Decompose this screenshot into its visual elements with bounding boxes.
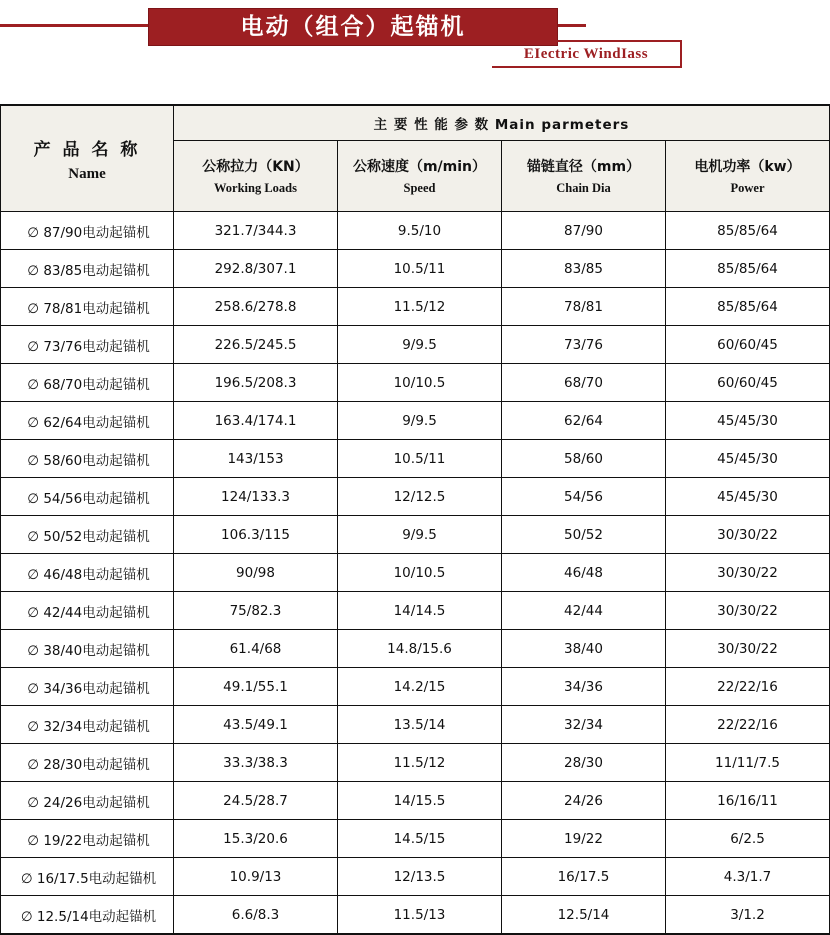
page-title-cn: 电动（组合）起锚机 <box>240 14 466 40</box>
spec-table <box>0 104 830 935</box>
cell-speed: 10.5/11 <box>338 250 502 288</box>
spec-table-container <box>0 104 830 935</box>
cell-name: ∅ 38/40电动起锚机 <box>1 630 174 668</box>
cell-name: ∅ 62/64电动起锚机 <box>1 402 174 440</box>
cell-name: ∅ 32/34电动起锚机 <box>1 706 174 744</box>
cell-working-loads: 90/98 <box>174 554 338 592</box>
cell-chain-dia: 50/52 <box>502 516 666 554</box>
cell-speed: 10/10.5 <box>338 364 502 402</box>
table-row <box>1 744 830 782</box>
cell-power: 60/60/45 <box>666 364 830 402</box>
cell-speed: 10.5/11 <box>338 440 502 478</box>
cell-working-loads: 10.9/13 <box>174 858 338 896</box>
cell-chain-dia: 42/44 <box>502 592 666 630</box>
table-row <box>1 364 830 402</box>
cell-name: ∅ 73/76电动起锚机 <box>1 326 174 364</box>
cell-name: ∅ 58/60电动起锚机 <box>1 440 174 478</box>
banner-rule-left <box>0 24 150 27</box>
cell-speed: 14/14.5 <box>338 592 502 630</box>
table-row <box>1 858 830 896</box>
cell-chain-dia: 24/26 <box>502 782 666 820</box>
column-header-chain-dia-cn: 锚链直径（mm） <box>526 159 641 175</box>
cell-power: 30/30/22 <box>666 516 830 554</box>
cell-chain-dia: 19/22 <box>502 820 666 858</box>
table-row <box>1 250 830 288</box>
table-row <box>1 478 830 516</box>
cell-chain-dia: 34/36 <box>502 668 666 706</box>
cell-power: 6/2.5 <box>666 820 830 858</box>
cell-working-loads: 258.6/278.8 <box>174 288 338 326</box>
cell-name: ∅ 42/44电动起锚机 <box>1 592 174 630</box>
cell-working-loads: 49.1/55.1 <box>174 668 338 706</box>
cell-name: ∅ 34/36电动起锚机 <box>1 668 174 706</box>
table-row <box>1 440 830 478</box>
table-row <box>1 326 830 364</box>
cell-chain-dia: 58/60 <box>502 440 666 478</box>
cell-working-loads: 226.5/245.5 <box>174 326 338 364</box>
cell-working-loads: 15.3/20.6 <box>174 820 338 858</box>
cell-working-loads: 106.3/115 <box>174 516 338 554</box>
cell-speed: 11.5/12 <box>338 744 502 782</box>
cell-power: 45/45/30 <box>666 440 830 478</box>
cell-speed: 11.5/13 <box>338 896 502 935</box>
cell-power: 45/45/30 <box>666 402 830 440</box>
cell-speed: 14.5/15 <box>338 820 502 858</box>
column-header-name-cn: 产 品 名 称 <box>33 139 141 160</box>
table-row <box>1 516 830 554</box>
cell-name: ∅ 68/70电动起锚机 <box>1 364 174 402</box>
table-row <box>1 782 830 820</box>
table-row <box>1 212 830 250</box>
cell-speed: 11.5/12 <box>338 288 502 326</box>
cell-working-loads: 75/82.3 <box>174 592 338 630</box>
table-row <box>1 630 830 668</box>
column-header-power-cn: 电机功率（kw） <box>694 159 801 175</box>
cell-speed: 12/13.5 <box>338 858 502 896</box>
cell-working-loads: 163.4/174.1 <box>174 402 338 440</box>
cell-speed: 14.8/15.6 <box>338 630 502 668</box>
column-header-name-en: Name <box>68 165 106 182</box>
cell-chain-dia: 28/30 <box>502 744 666 782</box>
cell-chain-dia: 68/70 <box>502 364 666 402</box>
column-header-speed-en: Speed <box>403 181 436 195</box>
cell-power: 16/16/11 <box>666 782 830 820</box>
cell-chain-dia: 83/85 <box>502 250 666 288</box>
cell-name: ∅ 19/22电动起锚机 <box>1 820 174 858</box>
table-row <box>1 402 830 440</box>
column-header-working-loads-cn: 公称拉力（KN） <box>202 159 309 175</box>
cell-speed: 9.5/10 <box>338 212 502 250</box>
cell-working-loads: 124/133.3 <box>174 478 338 516</box>
cell-working-loads: 33.3/38.3 <box>174 744 338 782</box>
banner-rule-right <box>556 24 586 27</box>
cell-chain-dia: 32/34 <box>502 706 666 744</box>
cell-working-loads: 143/153 <box>174 440 338 478</box>
cell-speed: 13.5/14 <box>338 706 502 744</box>
cell-chain-dia: 78/81 <box>502 288 666 326</box>
cell-speed: 9/9.5 <box>338 516 502 554</box>
page-header <box>0 0 830 98</box>
cell-power: 45/45/30 <box>666 478 830 516</box>
cell-power: 30/30/22 <box>666 592 830 630</box>
page-title-en: EIectric WindIass <box>523 46 649 62</box>
cell-chain-dia: 54/56 <box>502 478 666 516</box>
column-header-speed <box>338 141 502 212</box>
cell-name: ∅ 28/30电动起锚机 <box>1 744 174 782</box>
column-header-chain-dia <box>502 141 666 212</box>
cell-power: 30/30/22 <box>666 630 830 668</box>
cell-working-loads: 24.5/28.7 <box>174 782 338 820</box>
table-row <box>1 554 830 592</box>
column-header-name <box>1 105 174 212</box>
cell-power: 85/85/64 <box>666 212 830 250</box>
subtitle-banner <box>492 40 682 68</box>
table-row <box>1 592 830 630</box>
table-row <box>1 668 830 706</box>
cell-name: ∅ 83/85电动起锚机 <box>1 250 174 288</box>
table-row <box>1 820 830 858</box>
cell-chain-dia: 73/76 <box>502 326 666 364</box>
cell-name: ∅ 54/56电动起锚机 <box>1 478 174 516</box>
cell-working-loads: 61.4/68 <box>174 630 338 668</box>
cell-working-loads: 43.5/49.1 <box>174 706 338 744</box>
cell-chain-dia: 38/40 <box>502 630 666 668</box>
table-row <box>1 706 830 744</box>
cell-name: ∅ 12.5/14电动起锚机 <box>1 896 174 935</box>
cell-power: 4.3/1.7 <box>666 858 830 896</box>
column-header-chain-dia-en: Chain Dia <box>556 181 611 195</box>
cell-chain-dia: 16/17.5 <box>502 858 666 896</box>
cell-speed: 10/10.5 <box>338 554 502 592</box>
cell-speed: 14.2/15 <box>338 668 502 706</box>
cell-power: 22/22/16 <box>666 706 830 744</box>
table-row <box>1 896 830 935</box>
cell-chain-dia: 12.5/14 <box>502 896 666 935</box>
cell-working-loads: 6.6/8.3 <box>174 896 338 935</box>
cell-speed: 14/15.5 <box>338 782 502 820</box>
cell-chain-dia: 87/90 <box>502 212 666 250</box>
cell-working-loads: 292.8/307.1 <box>174 250 338 288</box>
cell-speed: 12/12.5 <box>338 478 502 516</box>
cell-name: ∅ 24/26电动起锚机 <box>1 782 174 820</box>
cell-power: 22/22/16 <box>666 668 830 706</box>
spec-table-body <box>1 212 830 935</box>
cell-name: ∅ 50/52电动起锚机 <box>1 516 174 554</box>
column-header-power <box>666 141 830 212</box>
cell-power: 85/85/64 <box>666 250 830 288</box>
table-row <box>1 288 830 326</box>
cell-chain-dia: 62/64 <box>502 402 666 440</box>
cell-name: ∅ 46/48电动起锚机 <box>1 554 174 592</box>
cell-name: ∅ 87/90电动起锚机 <box>1 212 174 250</box>
cell-power: 60/60/45 <box>666 326 830 364</box>
cell-power: 30/30/22 <box>666 554 830 592</box>
cell-power: 85/85/64 <box>666 288 830 326</box>
spec-table-head <box>1 105 830 212</box>
cell-working-loads: 321.7/344.3 <box>174 212 338 250</box>
cell-name: ∅ 78/81电动起锚机 <box>1 288 174 326</box>
column-header-working-loads <box>174 141 338 212</box>
cell-power: 3/1.2 <box>666 896 830 935</box>
cell-name: ∅ 16/17.5电动起锚机 <box>1 858 174 896</box>
column-header-working-loads-en: Working Loads <box>213 181 297 195</box>
cell-speed: 9/9.5 <box>338 326 502 364</box>
table-head-row-group <box>1 105 830 141</box>
cell-working-loads: 196.5/208.3 <box>174 364 338 402</box>
column-header-group: 主 要 性 能 参 数 Main parmeters <box>174 105 830 141</box>
cell-power: 11/11/7.5 <box>666 744 830 782</box>
column-header-power-en: Power <box>730 181 765 195</box>
cell-speed: 9/9.5 <box>338 402 502 440</box>
cell-chain-dia: 46/48 <box>502 554 666 592</box>
column-header-speed-cn: 公称速度（m/min） <box>352 159 487 175</box>
